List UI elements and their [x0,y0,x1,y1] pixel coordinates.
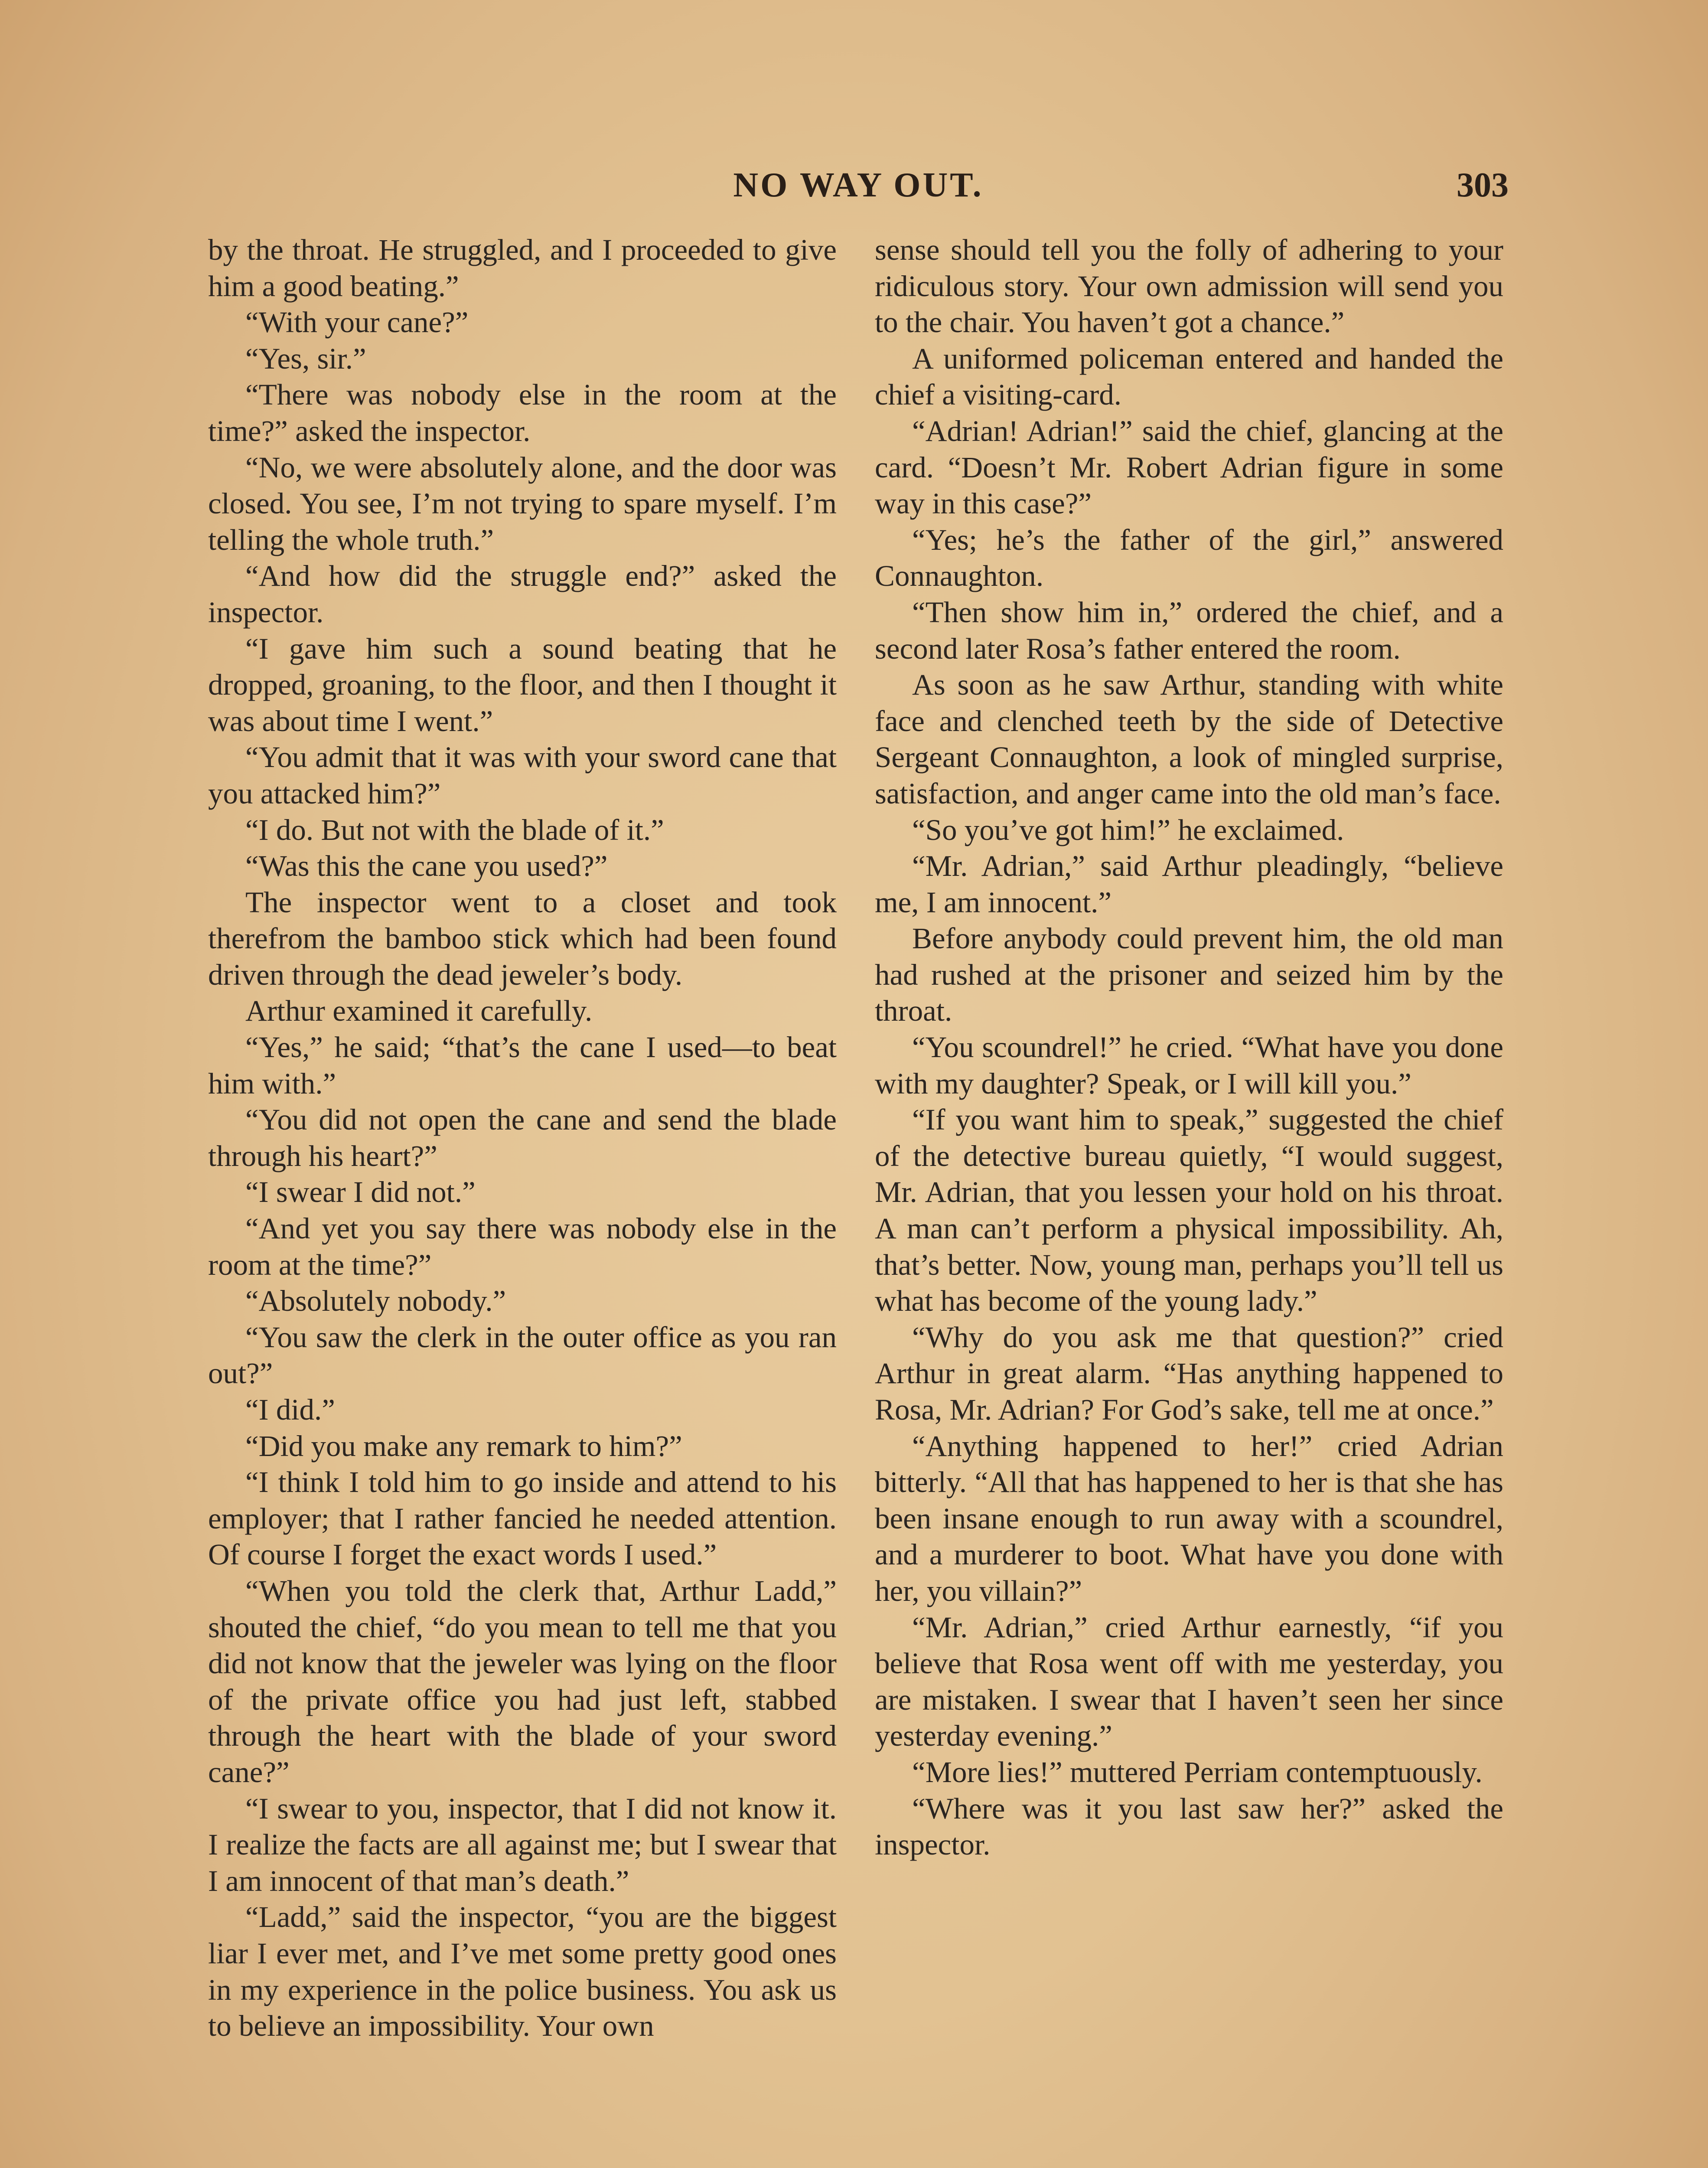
paragraph: “And yet you say there was nobody else in the room at the time?” [208,1212,837,1281]
paragraph: “I do. But not with the blade of it.” [245,813,664,846]
paragraph: “I did.” [245,1393,335,1426]
paragraph: “Mr. Adrian,” cried Arthur earnestly, “if you believe that Rosa went off with me yesterday, you are mistaken. I swear that I haven’t seen her since yesterday evening.” [875,1610,1503,1753]
paragraph: “When you told the clerk that, Arthur Ladd,” shouted the chief, “do you mean to tell me that you did not know that the jeweler was lying on the floor of the private office you had just left, stabbed through the heart with the blade of your sword cane?” [208,1574,837,1789]
page-header [208,166,1509,213]
paragraph: “Why do you ask me that question?” cried Arthur in great alarm. “Has anything happened to Rosa, Mr. Adrian? For God’s sake, tell me at once.” [875,1320,1503,1426]
paragraph: “I think I told him to go inside and attend to his employer; that I rather fancied he needed attention. Of course I forget the exact words I used.” [208,1466,837,1571]
paragraph: “You did not open the cane and send the blade through his heart?” [208,1103,837,1172]
paragraph: A uniformed policeman entered and handed the chief a visiting-card. [875,342,1503,411]
paragraph: “Anything happened to her!” cried Adrian bitterly. “All that has happened to her is that she has been insane enough to run away with a scoundrel, and a murderer to boot. What have you done with her, you villain?” [875,1429,1503,1607]
paragraph: sense should tell you the folly of adhering to your ridiculous story. Your own admission will send you to the chair. You haven’t got a chance.” [875,233,1503,339]
paragraph: “You admit that it was with your sword cane that you attacked him?” [208,741,837,810]
paragraph: “There was nobody else in the room at the time?” asked the inspector. [208,378,837,447]
paragraph: “Yes,” he said; “that’s the cane I used—to beat him with.” [208,1031,837,1100]
paragraph: “Did you make any remark to him?” [245,1429,682,1463]
paragraph: “Then show him in,” ordered the chief, and a second later Rosa’s father entered the room. [875,595,1503,665]
paragraph: Before anybody could prevent him, the old man had rushed at the prisoner and seized him by the throat. [875,922,1503,1028]
paragraph: “With your cane?” [245,306,469,339]
paragraph: by the throat. He struggled, and I proceeded to give him a good beating.” [208,233,837,303]
paragraph: “Where was it you last saw her?” asked the inspector. [875,1792,1503,1861]
paragraph: “Yes, sir.” [245,342,366,375]
paragraph: “Yes; he’s the father of the girl,” answered Connaughton. [875,523,1503,593]
paragraph: “I swear to you, inspector, that I did not know it. I realize the facts are all against me; but I swear that I am innocent of that man’s death.” [208,1792,837,1897]
paragraph: “You scoundrel!” he cried. “What have you done with my daughter? Speak, or I will kill you.” [875,1031,1503,1100]
paragraph: “Ladd,” said the inspector, “you are the biggest liar I ever met, and I’ve met some pretty good ones in my experience in the police business. You ask us to believe an impossibility. Your own [208,1900,837,2043]
paragraph: “So you’ve got him!” he exclaimed. [912,813,1344,846]
page-number: 303 [1457,166,1509,204]
paragraph: “Mr. Adrian,” said Arthur pleadingly, “believe me, I am innocent.” [875,849,1503,919]
paragraph: As soon as he saw Arthur, standing with white face and clenched teeth by the side of Detective Sergeant Connaughton, a look of mingled surprise, satisfaction, and anger came into the old man’s face. [875,668,1503,810]
paragraph: “And how did the struggle end?” asked the inspector. [208,559,837,629]
paragraph: “You saw the clerk in the outer office as you ran out?” [208,1320,837,1390]
paragraph: “Adrian! Adrian!” said the chief, glancing at the card. “Doesn’t Mr. Robert Adrian figure in some way in this case?” [875,414,1503,520]
paragraph: “Absolutely nobody.” [245,1284,506,1318]
paragraph: “No, we were absolutely alone, and the door was closed. You see, I’m not trying to spare myself. I’m telling the whole truth.” [208,451,837,556]
paragraph: The inspector went to a closet and took therefrom the bamboo stick which had been found driven through the dead jeweler’s body. [208,885,837,991]
paragraph: “If you want him to speak,” suggested the chief of the detective bureau quietly, “I would suggest, Mr. Adrian, that you lessen your hold on his throat. A man can’t perform a physical impossibility. Ah, that’s better. Now, young man, perhaps you’ll tell us what has become of the young lady.” [875,1103,1503,1318]
paragraph: “I swear I did not.” [245,1175,476,1209]
left-text-column [208,232,837,2044]
paragraph: “Was this the cane you used?” [245,849,608,883]
paragraph: “More lies!” muttered Perriam contemptuously. [912,1755,1483,1789]
paragraph: Arthur examined it carefully. [245,994,593,1028]
paragraph: “I gave him such a sound beating that he dropped, groaning, to the floor, and then I thought it was about time I went.” [208,632,837,738]
running-title: NO WAY OUT. [733,166,984,204]
right-text-column [875,232,1503,1863]
